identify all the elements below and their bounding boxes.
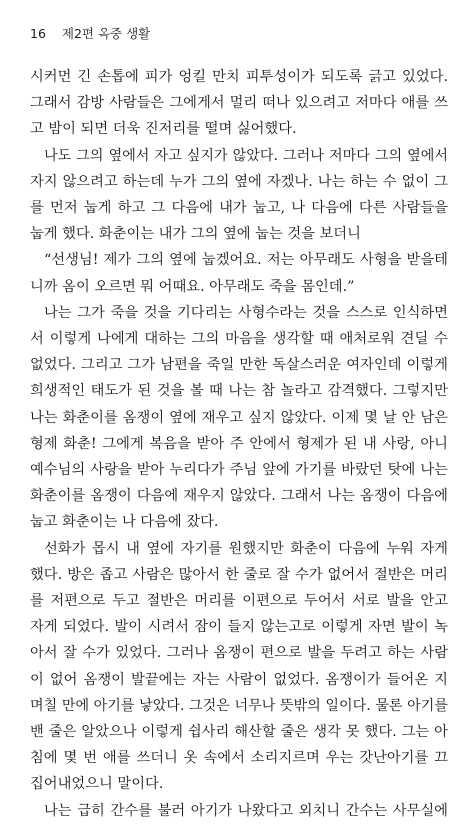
text-line: 화춘이를 옴쟁이 다음에 재우지 않았다. 그래서 나는 옴쟁이 다음에 bbox=[30, 488, 448, 505]
text-line: 를 먼저 눕게 하고 그 다음에 내가 눕고, 나 다음에 다른 사람들을 bbox=[30, 200, 448, 217]
text-line: 침에 몇 번 애를 쓰더니 옷 속에서 소리지르며 우는 갓난아기를 끄 bbox=[30, 750, 448, 767]
text-line: 서 이렇게 나에게 대하는 그의 마음을 생각할 때 애처로워 견딜 수 bbox=[30, 331, 448, 348]
running-title: 제2편 옥중 생활 bbox=[61, 26, 151, 41]
text-line: 형제 화춘! 그에게 복음을 받아 주 안에서 형제가 된 내 사랑, 아니 bbox=[30, 435, 448, 452]
text-line: 를 저편으로 두고 절반은 머리를 이편으로 두어서 서로 발을 안고 bbox=[30, 593, 448, 610]
text-line: 아서 잘 수가 있었다. 그러나 옴쟁이 편으로 발을 두려고 하는 사람 bbox=[30, 645, 448, 662]
text-line: 눕고 화춘이는 나 다음에 잤다. bbox=[30, 514, 219, 531]
text-line: 나는 그가 죽을 것을 기다리는 사형수라는 것을 스스로 인식하면 bbox=[44, 304, 448, 321]
text-line: 선화가 몹시 내 옆에 자기를 원했지만 화춘이 다음에 누워 자게 bbox=[44, 540, 448, 557]
page-header bbox=[30, 26, 150, 42]
text-line: 예수님의 사랑을 받아 누리다가 주님 앞에 가기를 바랐던 탓에 나는 bbox=[30, 462, 448, 479]
text-line: 고 밤이 되면 더욱 진저리를 떨며 싫어했다. bbox=[30, 121, 297, 138]
text-line: 나는 급히 간수를 불러 아기가 나왔다고 외치니 간수는 사무실에 bbox=[44, 802, 448, 819]
text-line: 희생적인 태도가 된 것을 볼 때 나는 참 놀라고 감격했다. 그렇지만 bbox=[30, 383, 448, 400]
text-line: 시커먼 긴 손톱에 피가 엉킬 만치 피투성이가 되도록 긁고 있었다. bbox=[30, 69, 448, 85]
text-line: 자지 않으려고 하는데 누가 그의 옆에 자겠나. 나는 하는 수 없이 그 bbox=[30, 173, 448, 190]
text-line: 그래서 감방 사람들은 그에게서 멀리 떠나 있으려고 저마다 애를 쓰 bbox=[30, 95, 448, 112]
text-line: 눕게 했다. 화춘이는 내가 그의 옆에 눕는 것을 보더니 bbox=[30, 226, 361, 243]
body-text bbox=[30, 64, 448, 824]
text-line: 집어내었으니 말이다. bbox=[30, 776, 164, 793]
page-number: 16 bbox=[30, 26, 46, 41]
text-line: 밴 줄은 알았으나 이렇게 쉽사리 해산할 줄은 생각 못 했다. 그는 아 bbox=[30, 724, 448, 741]
text-line: 니까 옴이 오르면 뭐 어때요. 아무래도 죽을 몸인데.” bbox=[30, 278, 355, 295]
text-line: 없었다. 그리고 그가 남편을 죽일 만한 독살스러운 여자인데 이렇게 bbox=[30, 357, 448, 374]
text-line: 나도 그의 옆에서 자고 싶지가 않았다. 그러나 저마다 그의 옆에서 bbox=[44, 147, 448, 164]
text-line: 이 없어 옴쟁이 발끝에는 자는 사람이 없었다. 옴쟁이가 들어온 지 bbox=[30, 671, 448, 688]
text-line: 나는 화춘이를 옴쟁이 옆에 재우고 싶지 않았다. 이제 몇 날 안 남은 bbox=[30, 409, 448, 426]
text-line: 했다. 방은 좁고 사람은 많아서 한 줄로 잘 수가 없어서 절반은 머리 bbox=[30, 566, 448, 583]
text-line: “선생님! 제가 그의 옆에 눕겠어요. 저는 아무래도 사형을 받을테 bbox=[44, 252, 448, 269]
text-line: 며칠 만에 아기를 낳았다. 그것은 너무나 뜻밖의 일이다. 물론 아기를 bbox=[30, 697, 448, 714]
text-line: 자게 되었다. 발이 시려서 잠이 들지 않는고로 이렇게 자면 발이 녹 bbox=[30, 619, 448, 636]
